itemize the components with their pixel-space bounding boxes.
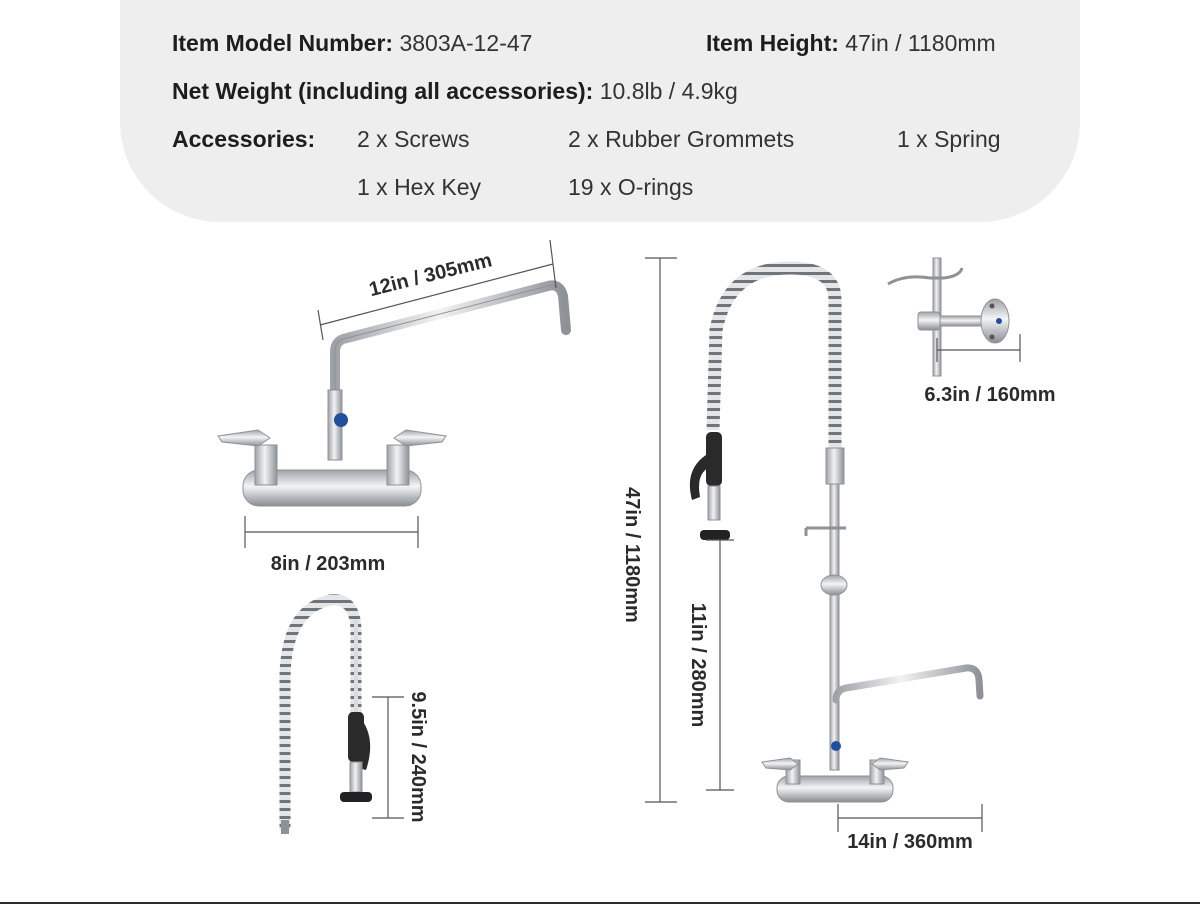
bracket-wall-flange xyxy=(981,299,1009,343)
bottom-divider xyxy=(0,902,1200,904)
accessory-item: 2 x Rubber Grommets xyxy=(568,126,795,152)
unit-sprayer-handle xyxy=(706,432,722,486)
bracket-arm xyxy=(940,316,986,326)
spout-reach-dimension xyxy=(838,804,982,853)
unit-left-lever xyxy=(762,758,798,770)
sprayer-height-label: 9.5in / 240mm xyxy=(407,691,429,823)
accessory-item: 2 x Screws xyxy=(357,126,470,152)
pre-rinse-sprayer-illustration xyxy=(281,600,372,834)
accessories-label: Accessories: xyxy=(172,126,316,152)
hose-drop-label: 11in / 280mm xyxy=(687,602,709,728)
bracket-length-dimension xyxy=(924,334,1055,406)
sprayer-height-dimension xyxy=(372,691,429,822)
faucet-center-dimension xyxy=(245,516,418,575)
add-on-spout xyxy=(836,668,980,700)
item-height-value: 47in / 1180mm xyxy=(845,30,996,56)
valve-blue-cap xyxy=(334,413,348,427)
total-height-dimension xyxy=(621,258,677,802)
hose-drop-dimension xyxy=(687,540,734,790)
spout-reach-label: 14in / 360mm xyxy=(847,831,973,853)
unit-valve-blue-cap xyxy=(831,741,841,751)
net-weight-value: 10.8lb / 4.9kg xyxy=(599,78,738,104)
wall-bracket-illustration xyxy=(888,258,1009,376)
unit-right-lever xyxy=(872,758,908,770)
accessory-item: 1 x Spring xyxy=(897,126,1001,152)
swing-spout xyxy=(335,285,566,395)
accessory-item: 19 x O-rings xyxy=(568,174,694,200)
left-lever-handle xyxy=(218,430,270,446)
bracket-length-label: 6.3in / 160mm xyxy=(924,384,1056,406)
overhead-spring xyxy=(713,268,835,470)
accessory-item: 1 x Hex Key xyxy=(357,174,481,200)
total-height-label: 47in / 1180mm xyxy=(621,487,643,623)
spout-length-label: 12in / 305mm xyxy=(366,249,495,302)
wall-faucet-illustration xyxy=(218,285,566,506)
faucet-center-label: 8in / 203mm xyxy=(270,553,386,575)
net-weight-label: Net Weight (including all accessories): xyxy=(172,78,594,104)
model-number-label: Item Model Number: xyxy=(172,30,394,56)
unit-sprayer-head xyxy=(700,530,730,540)
right-lever-handle xyxy=(394,430,446,446)
model-number-value: 3803A-12-47 xyxy=(399,30,533,56)
sprayer-head xyxy=(340,792,372,802)
item-height-label: Item Height: xyxy=(706,30,839,56)
